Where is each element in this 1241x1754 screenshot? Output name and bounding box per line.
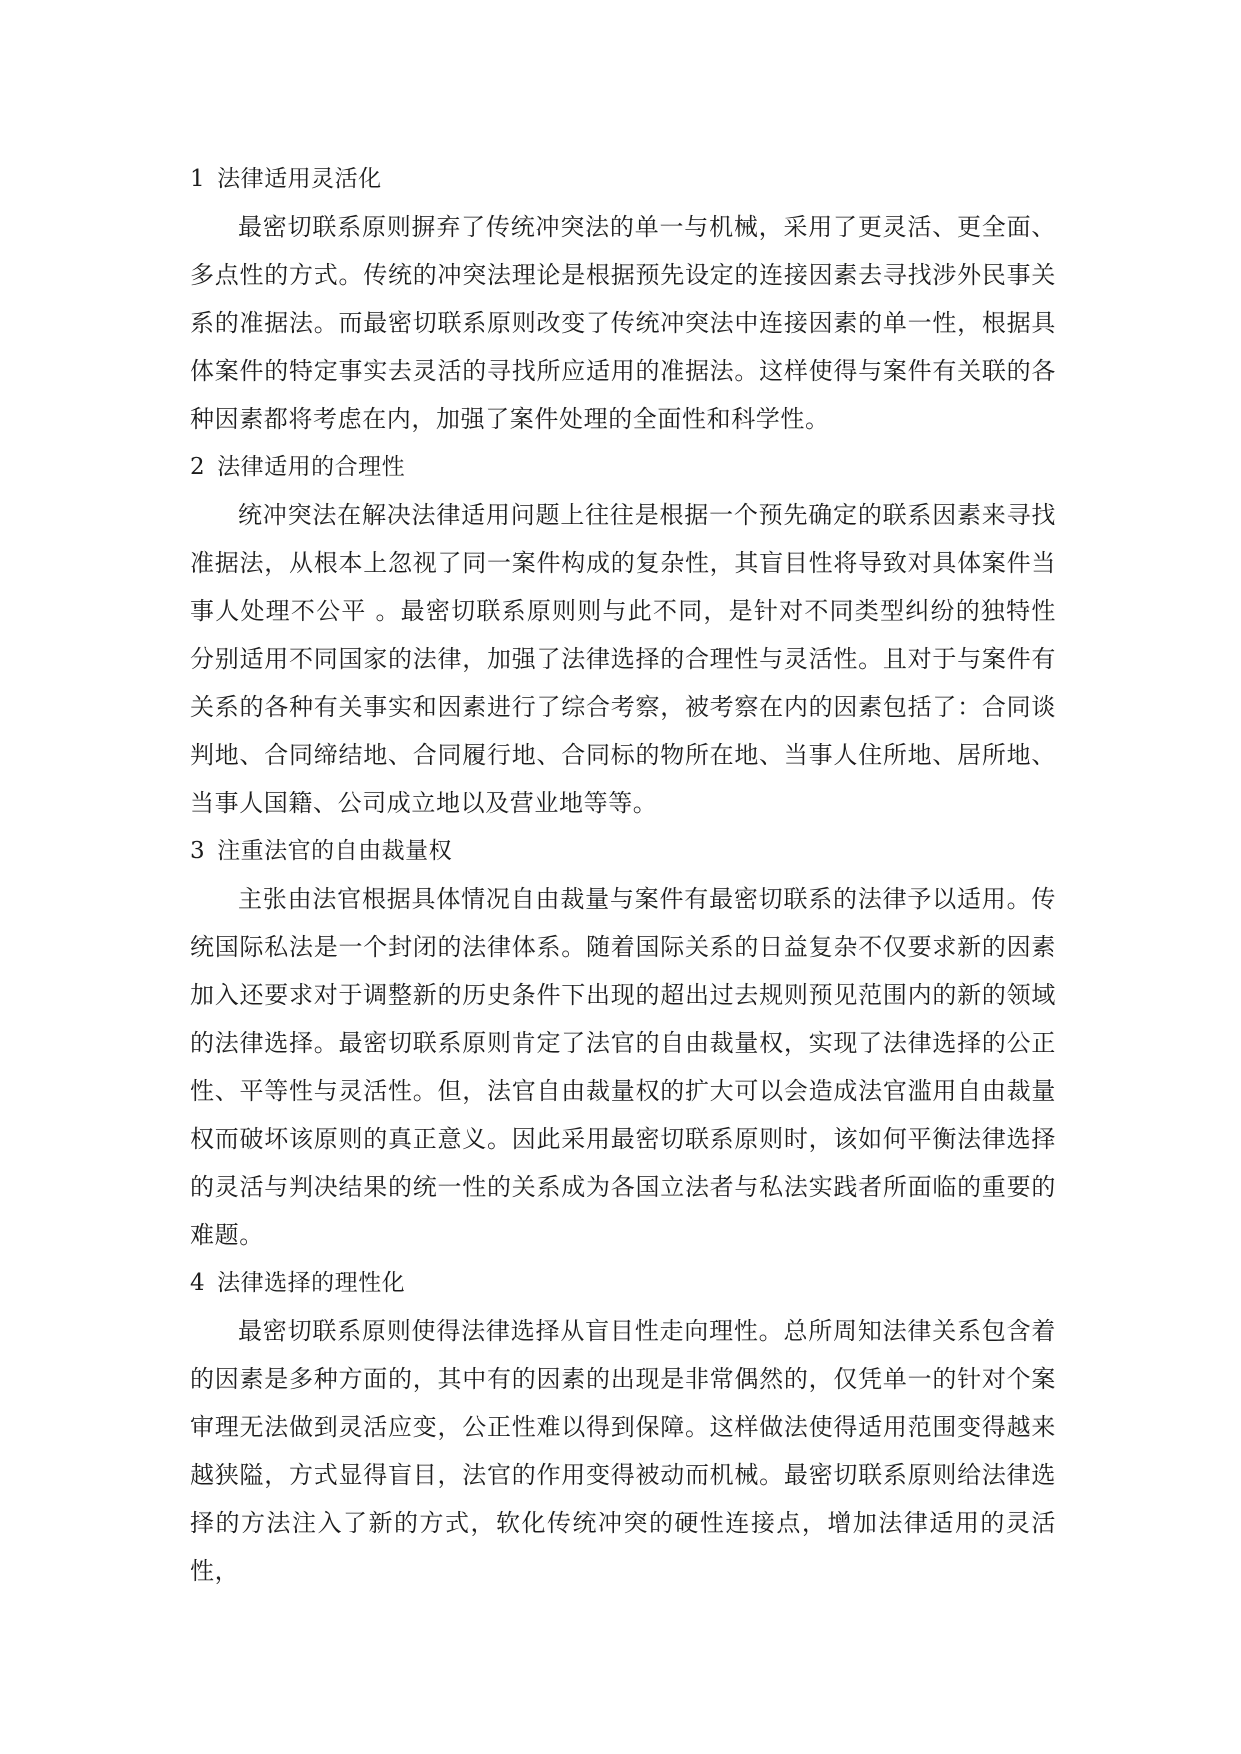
- section-heading: [190, 443, 1056, 491]
- section-number: 1: [190, 166, 206, 192]
- section-title: 注重法官的自由裁量权: [217, 838, 453, 864]
- section-1: [190, 155, 1056, 443]
- section-title: 法律选择的理性化: [217, 1270, 406, 1296]
- section-number: 4: [190, 1270, 206, 1296]
- document-body: [190, 155, 1056, 1595]
- section-heading: [190, 827, 1056, 875]
- section-number: 3: [190, 838, 206, 864]
- section-paragraph: 最密切联系原则使得法律选择从盲目性走向理性。总所周知法律关系包含着的因素是多种方面的，其中有的因素的出现是非常偶然的，仅凭单一的针对个案审理无法做到灵活应变，公正性难以得到保障。这样做法使得适用范围变得越来越狭隘，方式显得盲目，法官的作用变得被动而机械。最密切联系原则给法律选择的方法注入了新的方式，软化传统冲突的硬性连接点，增加法律适用的灵活性，: [190, 1317, 1056, 1585]
- section-number: 2: [190, 454, 206, 480]
- section-title: 法律适用灵活化: [217, 166, 382, 192]
- section-paragraph: 最密切联系原则摒弃了传统冲突法的单一与机械，采用了更灵活、更全面、多点性的方式。传统的冲突法理论是根据预先设定的连接因素去寻找涉外民事关系的准据法。而最密切联系原则改变了传统冲突法中连接因素的单一性，根据具体案件的特定事实去灵活的寻找所应适用的准据法。这样使得与案件有关联的各种因素都将考虑在内，加强了案件处理的全面性和科学性。: [190, 213, 1056, 433]
- section-paragraph: 统冲突法在解决法律适用问题上往往是根据一个预先确定的联系因素来寻找准据法，从根本上忽视了同一案件构成的复杂性，其盲目性将导致对具体案件当事人处理不公平 。最密切联系原则则与此不同，是针对不同类型纠纷的独特性分别适用不同国家的法律，加强了法律选择的合理性与灵活性。且对于与案件有关系的各种有关事实和因素进行了综合考察，被考察在内的因素包括了：合同谈判地、合同缔结地、合同履行地、合同标的物所在地、当事人住所地、居所地、当事人国籍、公司成立地以及营业地等等。: [190, 501, 1056, 817]
- section-heading: [190, 155, 1056, 203]
- section-paragraph: 主张由法官根据具体情况自由裁量与案件有最密切联系的法律予以适用。传统国际私法是一个封闭的法律体系。随着国际关系的日益复杂不仅要求新的因素加入还要求对于调整新的历史条件下出现的超出过去规则预见范围内的新的领域的法律选择。最密切联系原则肯定了法官的自由裁量权，实现了法律选择的公正性、平等性与灵活性。但，法官自由裁量权的扩大可以会造成法官滥用自由裁量权而破坏该原则的真正意义。因此采用最密切联系原则时，该如何平衡法律选择的灵活与判决结果的统一性的关系成为各国立法者与私法实践者所面临的重要的难题。: [190, 885, 1056, 1249]
- section-2: [190, 443, 1056, 827]
- section-heading: [190, 1259, 1056, 1307]
- section-4: [190, 1259, 1056, 1595]
- section-title: 法律适用的合理性: [217, 454, 406, 480]
- section-3: [190, 827, 1056, 1259]
